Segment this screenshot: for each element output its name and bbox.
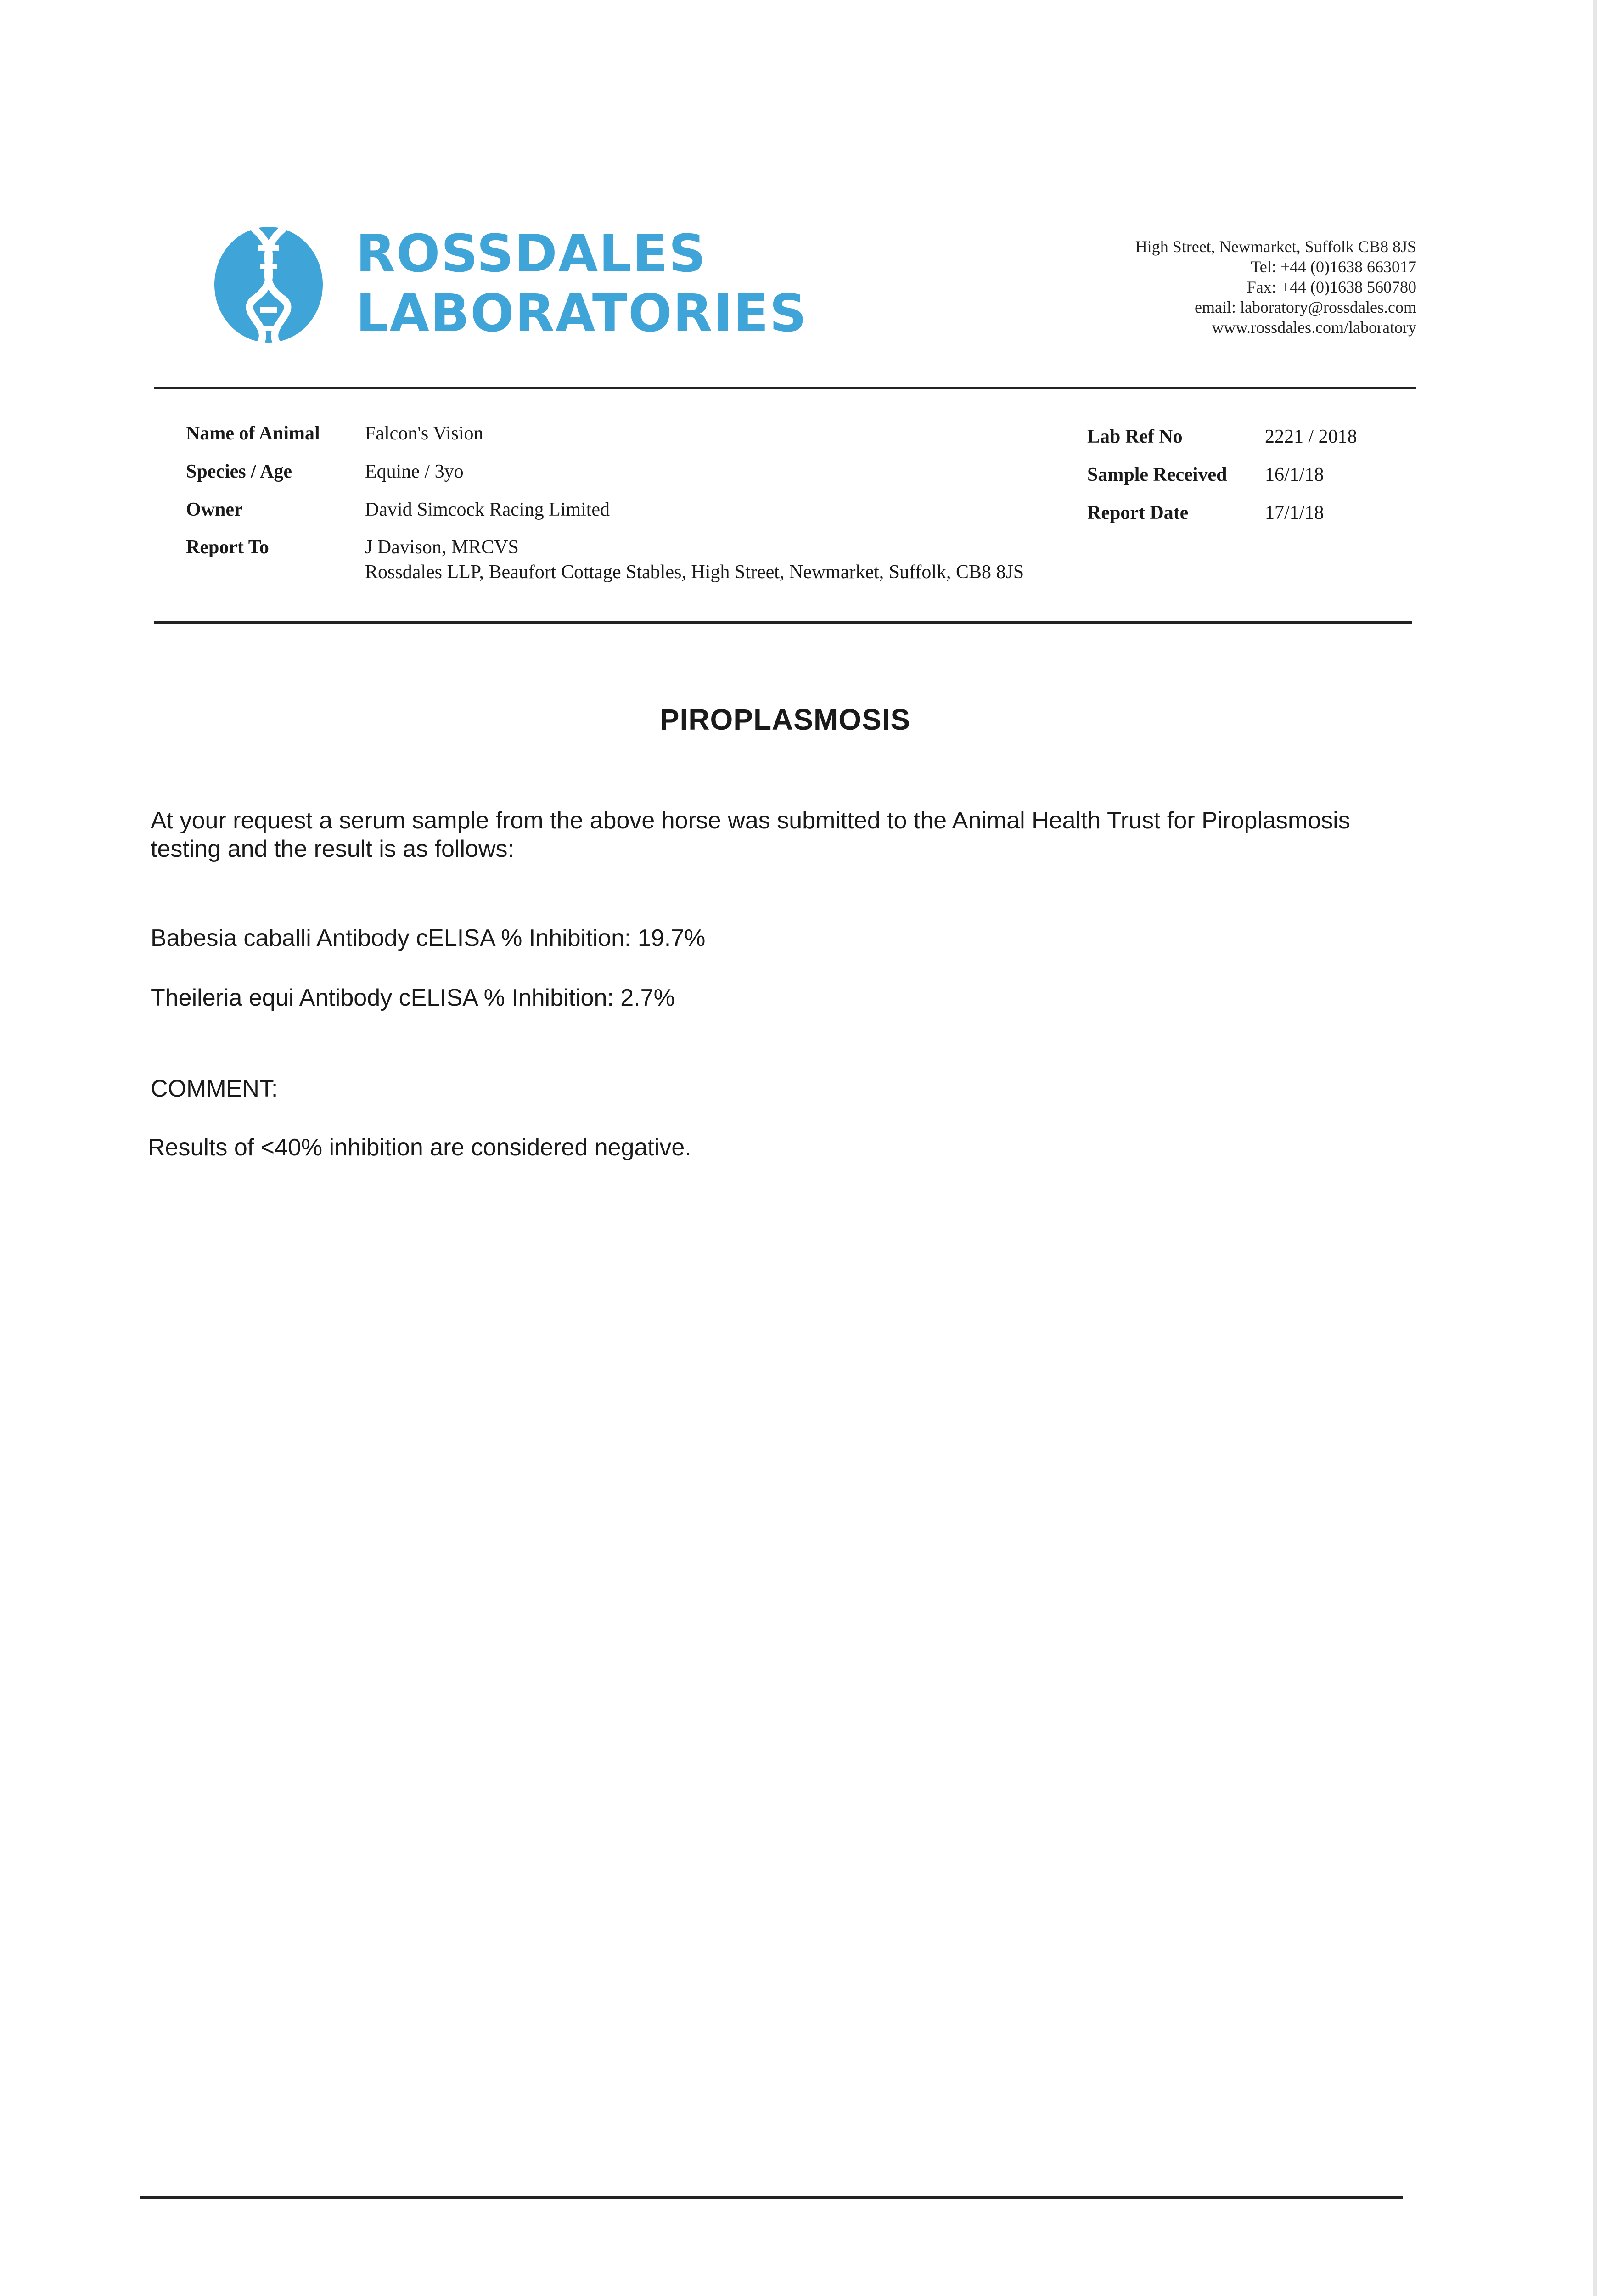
footer-divider [140,2196,1403,2199]
lab-ref-label: Lab Ref No [1087,426,1183,447]
owner-value: David Simcock Racing Limited [365,499,610,520]
dna-logo-icon [209,220,328,349]
name-of-animal-label: Name of Animal [186,423,320,444]
result-babesia: Babesia caballi Antibody cELISA % Inhibition: 19.7% [151,925,706,951]
details-divider [154,621,1412,624]
page-edge-shadow [1593,0,1597,2296]
sample-received-label: Sample Received [1087,464,1227,485]
contact-address: High Street, Newmarket, Suffolk CB8 8JS [1135,237,1416,256]
intro-line-1: At your request a serum sample from the above horse was submitted to the Animal Health Trust for Piroplasmosis [151,807,1350,834]
report-date-value: 17/1/18 [1265,502,1324,523]
report-to-name: J Davison, MRCVS [365,537,519,558]
contact-fax: Fax: +44 (0)1638 560780 [1247,278,1416,296]
result-theileria: Theileria equi Antibody cELISA % Inhibition: 2.7% [151,985,675,1011]
lab-ref-value: 2221 / 2018 [1265,426,1357,447]
contact-block [1135,236,1416,338]
report-to-label: Report To [186,537,269,558]
comment-label: COMMENT: [151,1075,278,1102]
contact-tel: Tel: +44 (0)1638 663017 [1251,258,1416,276]
report-date-label: Report Date [1087,502,1189,523]
species-age-value: Equine / 3yo [365,461,464,482]
comment-text: Results of <40% inhibition are considered negative. [148,1134,691,1161]
intro-line-2: testing and the result is as follows: [151,836,514,862]
report-to-address: Rossdales LLP, Beaufort Cottage Stables, High Street, Newmarket, Suffolk, CB8 8JS [365,562,1024,583]
name-of-animal-value: Falcon's Vision [365,423,483,444]
brand-name-line1: ROSSDALES [356,224,707,284]
species-age-label: Species / Age [186,461,292,482]
brand-name-line2: LABORATORIES [356,284,808,343]
contact-email: email: laboratory@rossdales.com [1194,298,1416,316]
header-divider [154,387,1416,389]
owner-label: Owner [186,499,243,520]
sample-received-value: 16/1/18 [1265,464,1324,485]
brand-wordmark [356,224,808,343]
contact-web: www.rossdales.com/laboratory [1212,318,1416,337]
report-title: PIROPLASMOSIS [659,703,911,736]
